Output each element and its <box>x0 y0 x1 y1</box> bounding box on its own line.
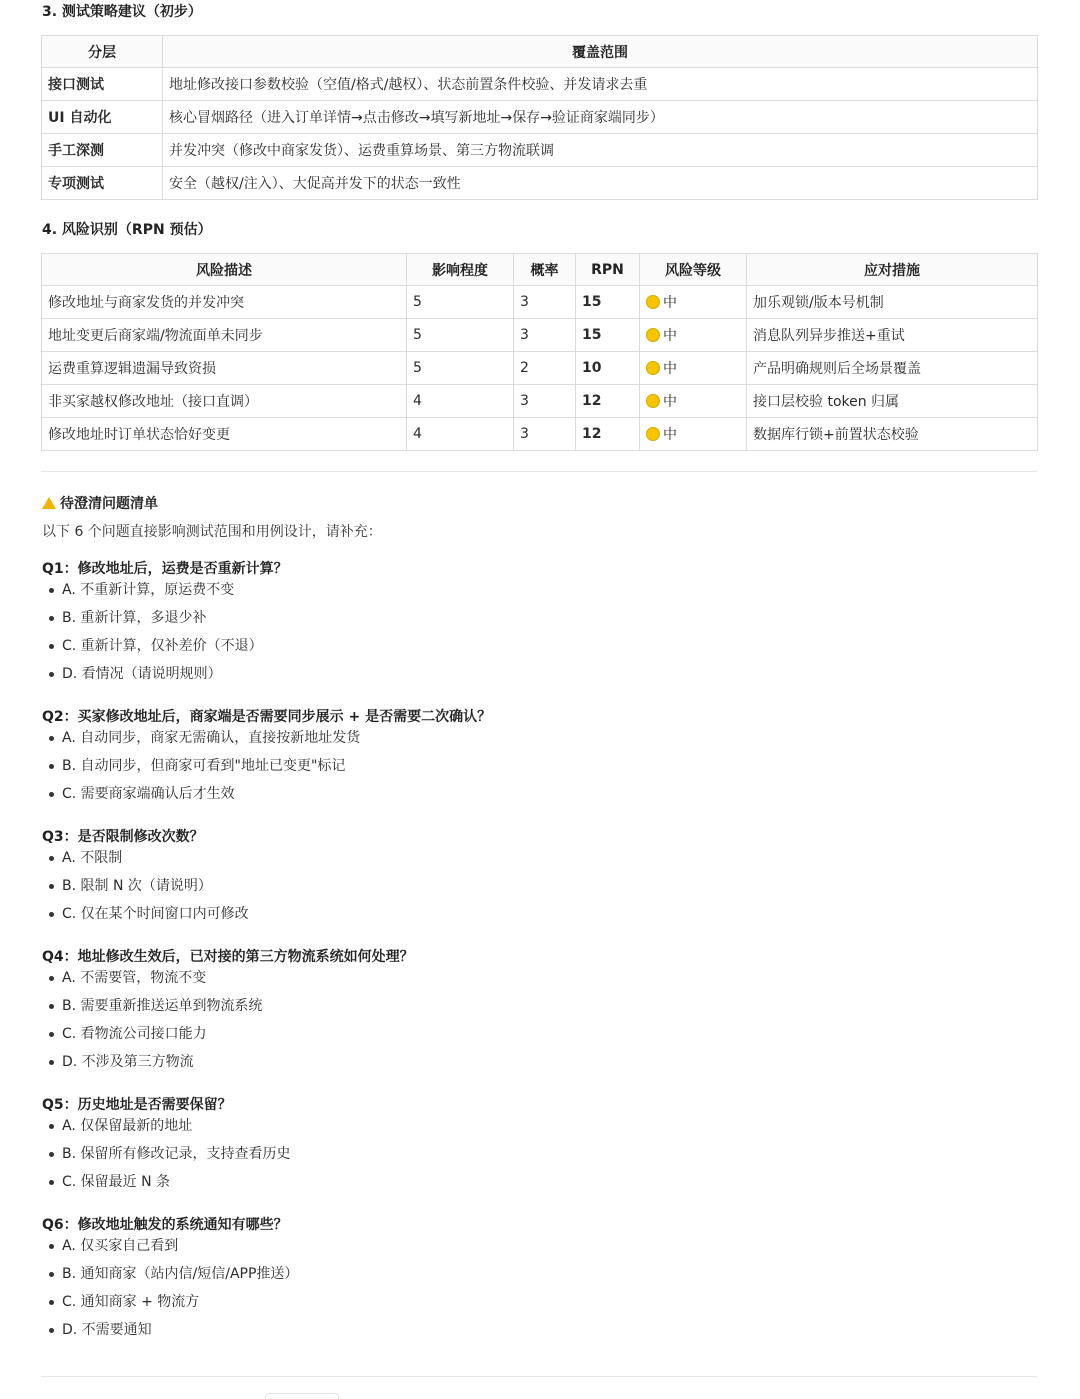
list-item: C. 看物流公司接口能力 <box>42 1024 263 1052</box>
list-item: C. 保留最近 N 条 <box>42 1172 291 1200</box>
list-item: D. 不涉及第三方物流 <box>42 1052 263 1080</box>
risk-level-label: 中 <box>663 328 677 344</box>
table-header: 风险等级 <box>640 254 747 286</box>
table-cell: 接口测试 <box>42 68 163 101</box>
table-cell: 消息队列异步推送+重试 <box>747 319 1038 352</box>
table-cell: 运费重算逻辑遗漏导致资损 <box>42 352 407 385</box>
option-list <box>42 728 360 812</box>
table-cell: 安全（越权/注入）、大促高并发下的状态一致性 <box>163 167 1038 200</box>
rpn-cell: 12 <box>576 385 640 418</box>
rpn-cell: 15 <box>576 286 640 319</box>
table-cell: 修改地址与商家发货的并发冲突 <box>42 286 407 319</box>
table-row <box>42 134 1038 167</box>
table-cell: 3 <box>514 286 576 319</box>
partial-element <box>265 1393 339 1399</box>
table-cell: 5 <box>407 352 514 385</box>
table-header: 概率 <box>514 254 576 286</box>
option-list <box>42 968 263 1080</box>
table-cell: 核心冒烟路径（进入订单详情→点击修改→填写新地址→保存→验证商家端同步） <box>163 101 1038 134</box>
warning-icon <box>42 497 56 509</box>
yellow-circle-icon <box>646 295 660 309</box>
rpn-cell: 12 <box>576 418 640 451</box>
clarify-intro: 以下 6 个问题直接影响测试范围和用例设计，请补充： <box>42 524 382 540</box>
list-item: C. 需要商家端确认后才生效 <box>42 784 360 812</box>
table-cell: UI 自动化 <box>42 101 163 134</box>
option-list <box>42 1116 291 1200</box>
list-item: B. 重新计算，多退少补 <box>42 608 263 636</box>
table-row <box>42 167 1038 200</box>
table-header: 应对措施 <box>747 254 1038 286</box>
question-title: Q5：历史地址是否需要保留？ <box>42 1097 232 1113</box>
table-cell: 3 <box>514 385 576 418</box>
table-row <box>42 68 1038 101</box>
question-title: Q1：修改地址后，运费是否重新计算？ <box>42 561 288 577</box>
risk-level-cell <box>640 385 747 418</box>
list-item: D. 看情况（请说明规则） <box>42 664 263 692</box>
list-item: A. 不限制 <box>42 848 249 876</box>
table-cell: 接口层校验 token 归属 <box>747 385 1038 418</box>
table-header-row <box>42 36 1038 68</box>
section3-title: 3. 测试策略建议（初步） <box>42 4 202 20</box>
table-cell: 2 <box>514 352 576 385</box>
list-item: B. 通知商家（站内信/短信/APP推送） <box>42 1264 298 1292</box>
table-cell: 加乐观锁/版本号机制 <box>747 286 1038 319</box>
table-header: 影响程度 <box>407 254 514 286</box>
table-cell: 地址变更后商家端/物流面单未同步 <box>42 319 407 352</box>
question-title: Q4：地址修改生效后，已对接的第三方物流系统如何处理？ <box>42 949 414 965</box>
table-cell: 5 <box>407 319 514 352</box>
list-item: A. 自动同步，商家无需确认，直接按新地址发货 <box>42 728 360 756</box>
option-list <box>42 580 263 692</box>
table-row <box>42 319 1038 352</box>
divider <box>41 471 1037 472</box>
table-row <box>42 385 1038 418</box>
question-title: Q2：买家修改地址后，商家端是否需要同步展示 + 是否需要二次确认？ <box>42 709 492 725</box>
option-list <box>42 848 249 932</box>
divider <box>41 1376 1037 1377</box>
yellow-circle-icon <box>646 427 660 441</box>
strategy-table <box>41 35 1038 200</box>
risk-level-cell <box>640 418 747 451</box>
table-cell: 4 <box>407 385 514 418</box>
list-item: C. 仅在某个时间窗口内可修改 <box>42 904 249 932</box>
table-header: 风险描述 <box>42 254 407 286</box>
yellow-circle-icon <box>646 394 660 408</box>
table-row <box>42 418 1038 451</box>
table-cell: 地址修改接口参数校验（空值/格式/越权）、状态前置条件校验、并发请求去重 <box>163 68 1038 101</box>
risk-level-cell <box>640 352 747 385</box>
table-row <box>42 286 1038 319</box>
table-cell: 手工深测 <box>42 134 163 167</box>
list-item: C. 通知商家 + 物流方 <box>42 1292 298 1320</box>
risk-level-label: 中 <box>663 361 677 377</box>
table-cell: 修改地址时订单状态恰好变更 <box>42 418 407 451</box>
risk-level-label: 中 <box>663 427 677 443</box>
table-cell: 5 <box>407 286 514 319</box>
list-item: A. 仅保留最新的地址 <box>42 1116 291 1144</box>
list-item: B. 保留所有修改记录，支持查看历史 <box>42 1144 291 1172</box>
table-cell: 3 <box>514 418 576 451</box>
list-item: B. 自动同步，但商家可看到"地址已变更"标记 <box>42 756 360 784</box>
table-row <box>42 101 1038 134</box>
table-cell: 非买家越权修改地址（接口直调） <box>42 385 407 418</box>
table-header: RPN <box>576 254 640 286</box>
table-row <box>42 352 1038 385</box>
rpn-cell: 10 <box>576 352 640 385</box>
risk-level-cell <box>640 286 747 319</box>
rpn-cell: 15 <box>576 319 640 352</box>
yellow-circle-icon <box>646 361 660 375</box>
risk-level-cell <box>640 319 747 352</box>
list-item: D. 不需要通知 <box>42 1320 298 1348</box>
yellow-circle-icon <box>646 328 660 342</box>
table-header: 分层 <box>42 36 163 68</box>
table-header-row <box>42 254 1038 286</box>
list-item: A. 仅买家自己看到 <box>42 1236 298 1264</box>
list-item: B. 需要重新推送运单到物流系统 <box>42 996 263 1024</box>
list-item: C. 重新计算，仅补差价（不退） <box>42 636 263 664</box>
table-cell: 专项测试 <box>42 167 163 200</box>
risk-table <box>41 253 1038 451</box>
question-title: Q3：是否限制修改次数？ <box>42 829 204 845</box>
table-cell: 3 <box>514 319 576 352</box>
risk-level-label: 中 <box>663 295 677 311</box>
table-cell: 数据库行锁+前置状态校验 <box>747 418 1038 451</box>
section4-title: 4. 风险识别（RPN 预估） <box>42 222 212 238</box>
table-cell: 并发冲突（修改中商家发货）、运费重算场景、第三方物流联调 <box>163 134 1038 167</box>
clarify-title-text: 待澄清问题清单 <box>60 496 158 512</box>
clarify-title <box>42 493 158 513</box>
table-cell: 产品明确规则后全场景覆盖 <box>747 352 1038 385</box>
question-title: Q6：修改地址触发的系统通知有哪些？ <box>42 1217 288 1233</box>
table-header: 覆盖范围 <box>163 36 1038 68</box>
risk-level-label: 中 <box>663 394 677 410</box>
list-item: A. 不需要管，物流不变 <box>42 968 263 996</box>
list-item: A. 不重新计算，原运费不变 <box>42 580 263 608</box>
option-list <box>42 1236 298 1348</box>
table-cell: 4 <box>407 418 514 451</box>
list-item: B. 限制 N 次（请说明） <box>42 876 249 904</box>
